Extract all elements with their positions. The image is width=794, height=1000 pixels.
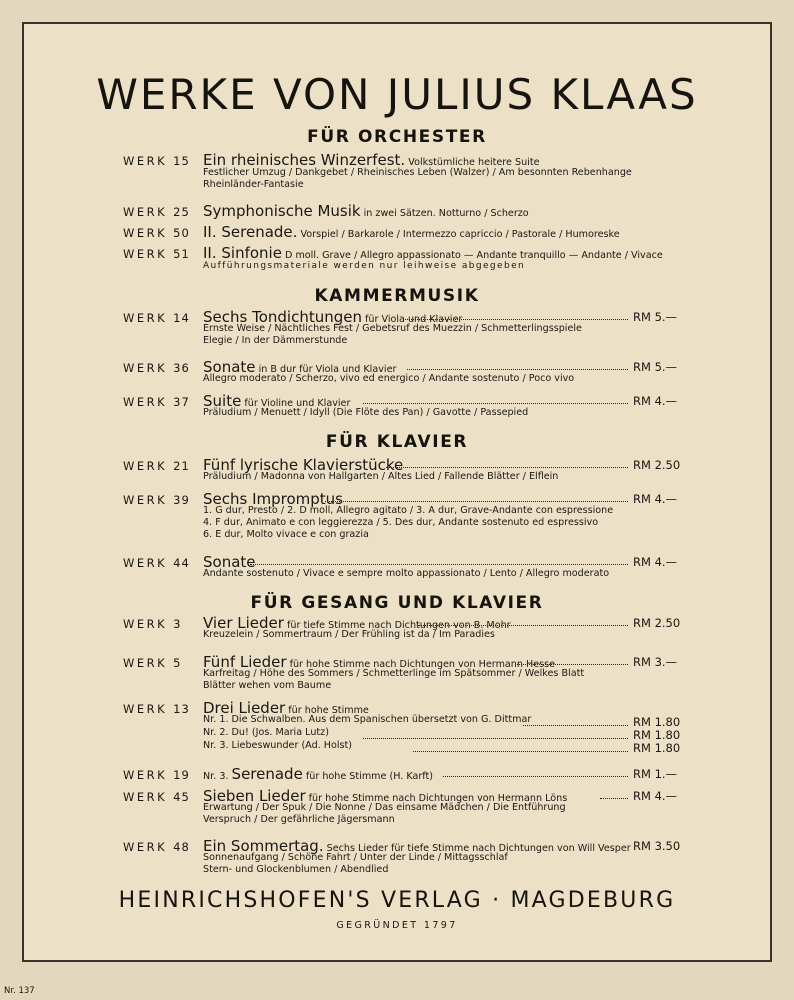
werk-label <box>123 556 190 570</box>
work-subtitle: D moll. Grave / Allegro appassionato — Andante tranquillo — Andante / Vivace <box>281 250 663 261</box>
work-movements: Ernste Weise / Nächtliches Fest / Gebetsruf des Muezzin / Schmetterlingsspiele <box>203 323 582 334</box>
werk-number: 13 <box>173 702 190 716</box>
work-detail-line <box>203 629 495 640</box>
section-heading-orchester: FÜR ORCHESTER <box>307 127 487 147</box>
work-title: Sechs Impromptus <box>203 490 343 508</box>
work-detail-line <box>203 568 609 579</box>
werk-word: WERK <box>123 656 168 670</box>
work-movements: Verspruch / Der gefährliche Jägersmann <box>203 814 395 825</box>
werk-number: 45 <box>173 790 190 804</box>
work-subtitle: Vorspiel / Barkarole / Intermezzo capriccio / Pastorale / Humoreske <box>297 229 620 240</box>
catalog-number: Nr. 137 <box>4 986 35 996</box>
work-detail-line <box>203 814 395 825</box>
dot-leader <box>517 664 628 665</box>
dot-leader <box>523 725 628 726</box>
work-subtitle: für hohe Stimme (H. Karft) <box>302 771 434 782</box>
work-detail-line <box>203 373 574 384</box>
work-movements: Festlicher Umzug / Dankgebet / Rheinisches Leben (Walzer) / Am besonnten Rebenhange <box>203 167 632 178</box>
work-movements: 4. F dur, Animato e con leggierezza / 5. Des dur, Andante sostenuto ed espressivo <box>203 517 599 528</box>
werk-word: WERK <box>123 556 168 570</box>
werk-label <box>123 226 190 240</box>
work-subtitle: für hohe Stimme nach Dichtungen von Hermann Löns <box>305 793 568 804</box>
work-movements: Nr. 2. Du! (Jos. Maria Lutz) <box>203 727 329 738</box>
work-subtitle: für hohe Stimme <box>285 705 369 716</box>
publisher-founded: GEGRÜNDET 1797 <box>336 920 458 931</box>
dot-leader <box>413 751 628 752</box>
work-movements: Erwartung / Der Spuk / Die Nonne / Das einsame Mädchen / Die Entführung <box>203 802 566 813</box>
werk-number: 19 <box>173 768 190 782</box>
work-detail-line <box>203 727 329 738</box>
work-subtitle: für hohe Stimme nach Dichtungen von Hermann Hesse <box>286 659 556 670</box>
work-movements: 1. G dur, Presto / 2. D moll, Allegro agitato / 3. A dur, Grave-Andante con espressione <box>203 505 614 516</box>
work-title: II. Serenade. <box>203 223 298 241</box>
werk-number: 14 <box>173 311 190 325</box>
work-movements: Stern- und Glockenblumen / Abendlied <box>203 864 389 875</box>
werk-label <box>123 205 190 219</box>
dot-leader <box>250 564 628 565</box>
work-detail-line <box>203 179 304 190</box>
work-price: RM 2.50 <box>633 458 681 472</box>
work-subtitle: in zwei Sätzen. Notturno / Scherzo <box>360 208 529 219</box>
work-title: Vier Lieder <box>203 614 284 632</box>
dot-leader <box>363 738 628 739</box>
work-movements: Nr. 3. Liebeswunder (Ad. Holst) <box>203 740 353 751</box>
work-movements: Kreuzelein / Sommertraum / Der Frühling ist da / Im Paradies <box>203 629 495 640</box>
werk-word: WERK <box>123 154 168 168</box>
werk-label <box>123 247 190 261</box>
werk-word: WERK <box>123 617 168 631</box>
work-price: RM 1.80 <box>633 741 681 755</box>
work-price: RM 3.— <box>633 655 678 669</box>
werk-word: WERK <box>123 311 168 325</box>
werk-label <box>123 617 182 631</box>
werk-word: WERK <box>123 840 168 854</box>
werk-number: 5 <box>173 656 182 670</box>
work-price: RM 4.— <box>633 555 678 569</box>
dot-leader <box>363 403 628 404</box>
work-title: Serenade <box>231 765 303 783</box>
werk-number: 50 <box>173 226 190 240</box>
work-title: Suite <box>203 392 242 410</box>
work-title: Fünf Lieder <box>203 653 287 671</box>
werk-label <box>123 656 182 670</box>
work-price: RM 4.— <box>633 789 678 803</box>
work-subtitle: Volkstümliche heitere Suite <box>405 157 540 168</box>
work-title: Symphonische Musik <box>203 202 361 220</box>
werk-word: WERK <box>123 459 168 473</box>
work-subtitle: für Violine und Klavier <box>241 398 351 409</box>
work-movements: Blätter wehen vom Baume <box>203 680 332 691</box>
werk-word: WERK <box>123 247 168 261</box>
werk-label <box>123 154 190 168</box>
work-title: Sieben Lieder <box>203 787 306 805</box>
work-detail-line <box>203 471 558 482</box>
work-movements: Präludium / Menuett / Idyll (Die Flöte des Pan) / Gavotte / Passepied <box>203 407 529 418</box>
section-heading-gesang: FÜR GESANG UND KLAVIER <box>250 593 544 613</box>
work-title: Fünf lyrische Klavierstücke <box>203 456 404 474</box>
werk-word: WERK <box>123 395 168 409</box>
work-title: Ein Sommertag. <box>203 837 324 855</box>
work-price: RM 4.— <box>633 492 678 506</box>
work-detail-line <box>203 335 347 346</box>
werk-label <box>123 840 190 854</box>
work-title: Sonate <box>203 553 256 571</box>
work-price: RM 1.80 <box>633 715 681 729</box>
dot-leader <box>443 776 628 777</box>
work-movements: 6. E dur, Molto vivace e con grazia <box>203 529 369 540</box>
werk-label <box>123 459 190 473</box>
werk-label <box>123 702 190 716</box>
work-prefix: Nr. 3. <box>203 771 232 782</box>
page-title: WERKE VON JULIUS KLAAS <box>96 70 698 119</box>
work-detail-line <box>203 680 331 691</box>
work-detail-line <box>203 714 531 725</box>
work-subtitle: in B dur für Viola und Klavier <box>255 364 397 375</box>
werk-label <box>123 395 190 409</box>
section-heading-kammermusik: KAMMERMUSIK <box>314 286 480 306</box>
werk-number: 37 <box>173 395 190 409</box>
werk-number: 3 <box>173 617 182 631</box>
werk-word: WERK <box>123 205 168 219</box>
work-price: RM 1.80 <box>633 728 681 742</box>
werk-word: WERK <box>123 702 168 716</box>
work-movements: Nr. 1. Die Schwalben. Aus dem Spanischen übersetzt von G. Dittmar <box>203 714 532 725</box>
werk-number: 51 <box>173 247 190 261</box>
work-title-line <box>203 765 433 783</box>
work-title-line <box>203 202 529 220</box>
werk-word: WERK <box>123 493 168 507</box>
work-title: II. Sinfonie <box>203 244 282 262</box>
werk-word: WERK <box>123 226 168 240</box>
work-detail-line <box>203 323 582 334</box>
work-title: Ein rheinisches Winzerfest. <box>203 151 406 169</box>
werk-number: 25 <box>173 205 190 219</box>
dot-leader <box>386 467 628 468</box>
work-movements: Elegie / In der Dämmerstunde <box>203 335 348 346</box>
work-price: RM 5.— <box>633 310 678 324</box>
work-subtitle: für tiefe Stimme nach Dichtungen von B. Mohr <box>283 620 511 631</box>
work-detail-line <box>203 740 352 751</box>
work-detail-line <box>203 529 369 540</box>
work-movements: Präludium / Madonna von Hallgarten / Altes Lied / Fallende Blätter / Elflein <box>203 471 559 482</box>
publisher-name: HEINRICHSHOFEN'S VERLAG · MAGDEBURG <box>118 888 676 913</box>
werk-label <box>123 493 190 507</box>
work-price: RM 5.— <box>633 360 678 374</box>
work-detail-line <box>203 505 613 516</box>
werk-number: 21 <box>173 459 190 473</box>
work-subtitle: für Viola und Klavier <box>361 314 463 325</box>
dot-leader <box>418 625 628 626</box>
work-movements: Sonnenaufgang / Schöne Fahrt / Unter der Linde / Mittagsschlaf <box>203 852 508 863</box>
work-movements: Aufführungsmateriale werden nur leihweise abgegeben <box>203 261 526 271</box>
section-heading-klavier: FÜR KLAVIER <box>325 432 469 452</box>
work-price: RM 3.50 <box>633 839 681 853</box>
work-price: RM 1.— <box>633 767 678 781</box>
work-title-line <box>203 223 620 241</box>
work-movements: Karfreitag / Höhe des Sommers / Schmetterlinge im Spätsommer / Welkes Blatt <box>203 668 585 679</box>
work-title: Sechs Tondichtungen <box>203 308 362 326</box>
werk-label <box>123 311 190 325</box>
work-detail-line <box>203 407 528 418</box>
werk-word: WERK <box>123 768 168 782</box>
work-detail-line <box>203 260 525 271</box>
werk-number: 44 <box>173 556 190 570</box>
werk-word: WERK <box>123 361 168 375</box>
work-movements: Rheinländer-Fantasie <box>203 179 304 190</box>
work-title: Drei Lieder <box>203 699 286 717</box>
work-detail-line <box>203 167 632 178</box>
work-price: RM 2.50 <box>633 616 681 630</box>
work-detail-line <box>203 802 566 813</box>
work-title: Sonate <box>203 358 256 376</box>
dot-leader <box>403 319 628 320</box>
work-price: RM 4.— <box>633 394 678 408</box>
werk-number: 48 <box>173 840 190 854</box>
dot-leader <box>600 798 628 799</box>
work-detail-line <box>203 668 584 679</box>
dot-leader <box>325 501 628 502</box>
werk-label <box>123 768 190 782</box>
werk-word: WERK <box>123 790 168 804</box>
work-movements: Andante sostenuto / Vivace e sempre molto appassionato / Lento / Allegro moderato <box>203 568 610 579</box>
work-subtitle: Sechs Lieder für tiefe Stimme nach Dichtungen von Will Vesper <box>323 843 631 854</box>
werk-number: 36 <box>173 361 190 375</box>
work-detail-line <box>203 517 598 528</box>
werk-label <box>123 361 190 375</box>
werk-label <box>123 790 190 804</box>
werk-number: 39 <box>173 493 190 507</box>
werk-number: 15 <box>173 154 190 168</box>
work-movements: Allegro moderato / Scherzo, vivo ed energico / Andante sostenuto / Poco vivo <box>203 373 575 384</box>
work-detail-line <box>203 852 508 863</box>
dot-leader <box>407 369 628 370</box>
work-detail-line <box>203 864 388 875</box>
